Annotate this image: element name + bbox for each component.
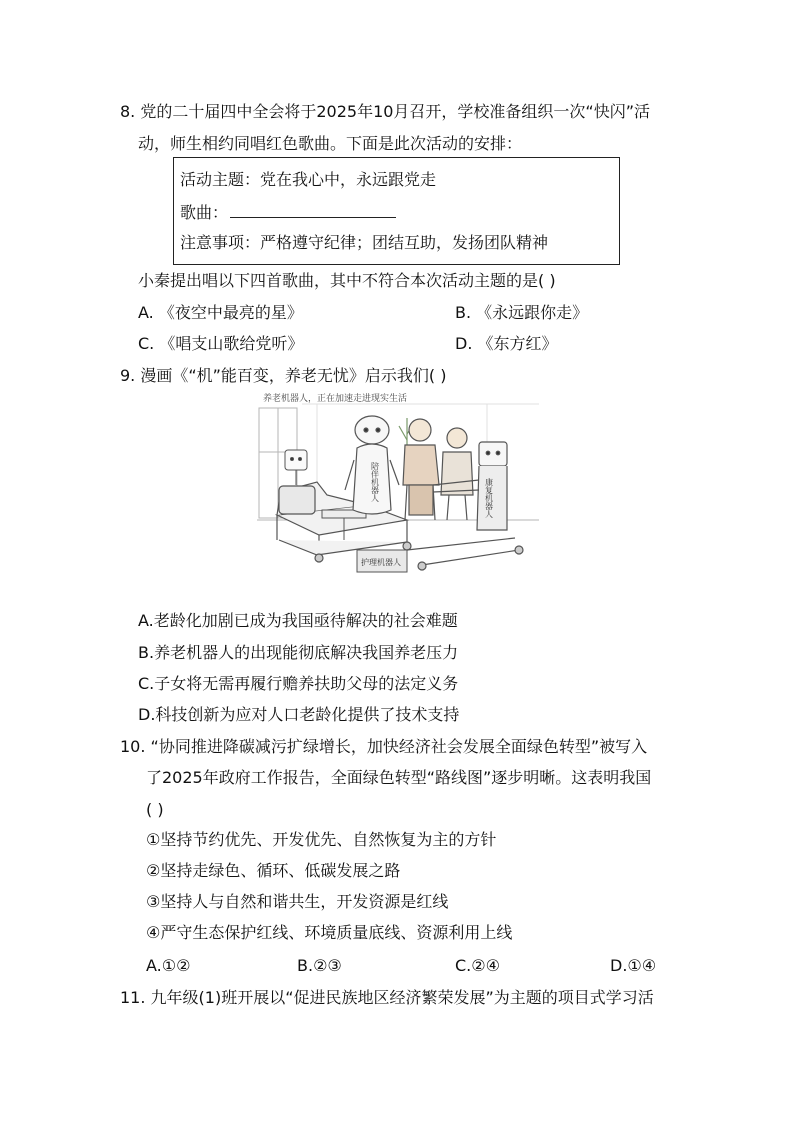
q10-item-2: ②坚持走绿色、循环、低碳发展之路 xyxy=(146,861,401,880)
care-robot-label: 护理机器人 xyxy=(361,558,401,567)
song-label: 歌曲： xyxy=(180,203,229,222)
nursing-robot-board xyxy=(357,550,407,572)
q10-option-d: D.①④ xyxy=(610,956,657,975)
q8-option-a: A. 《夜空中最亮的星》 xyxy=(138,303,303,322)
activity-arrangement-box xyxy=(173,157,620,265)
q10-stem-line1: 10. “协同推进降碳减污扩绿增长，加快经济社会发展全面绿色转型”被写入 xyxy=(120,737,648,756)
song-line xyxy=(180,202,396,223)
q8-stem-line2: 动，师生相约同唱红色歌曲。下面是此次活动的安排： xyxy=(138,134,523,153)
song-blank xyxy=(230,202,396,218)
cartoon-caption: 养老机器人，正在加速走进现实生活 xyxy=(263,394,408,404)
q10-option-c: C.②④ xyxy=(455,956,500,975)
q9-stem: 9. 漫画《“机”能百变，养老无忧》启示我们( ) xyxy=(120,366,447,385)
q10-stem-line2: 了2025年政府工作报告，全面绿色转型“路线图”逐步明晰。这表明我国 xyxy=(146,768,652,787)
companion-robot-label: 陪伴机器人 xyxy=(370,462,380,502)
q9-option-b: B.养老机器人的出现能彻底解决我国养老压力 xyxy=(138,643,459,662)
q9-option-d: D.科技创新为应对人口老龄化提供了技术支持 xyxy=(138,705,460,724)
q8-option-b: B. 《永远跟你走》 xyxy=(455,303,589,322)
activity-notice: 注意事项：严格遵守纪律；团结互助，发扬团队精神 xyxy=(180,233,549,252)
q10-item-4: ④严守生态保护红线、环境质量底线、资源利用上线 xyxy=(146,923,513,942)
elderly-care-robot-cartoon xyxy=(257,390,539,580)
q10-option-a: A.①② xyxy=(146,956,191,975)
activity-theme: 活动主题：党在我心中，永远跟党走 xyxy=(180,170,437,189)
q9-option-c: C.子女将无需再履行赡养扶助父母的法定义务 xyxy=(138,674,459,693)
q9-option-a: A.老龄化加剧已成为我国亟待解决的社会难题 xyxy=(138,611,458,630)
q8-option-d: D. 《东方红》 xyxy=(455,334,558,353)
q8-question: 小秦提出唱以下四首歌曲，其中不符合本次活动主题的是( ) xyxy=(138,271,556,290)
q10-answer-paren: ( ) xyxy=(146,800,164,819)
q8-stem-line1: 8. 党的二十届四中全会将于2025年10月召开，学校准备组织一次“快闪”活 xyxy=(120,102,651,121)
q11-stem-line1: 11. 九年级(1)班开展以“促进民族地区经济繁荣发展”为主题的项目式学习活 xyxy=(120,988,654,1007)
q10-option-b: B.②③ xyxy=(297,956,342,975)
q8-option-c: C. 《唱支山歌给党听》 xyxy=(138,334,304,353)
q10-item-1: ①坚持节约优先、开发优先、自然恢复为主的方针 xyxy=(146,830,497,849)
rehab-robot-label: 康复机器人 xyxy=(484,478,494,518)
q10-item-3: ③坚持人与自然和谐共生，开发资源是红线 xyxy=(146,892,449,911)
